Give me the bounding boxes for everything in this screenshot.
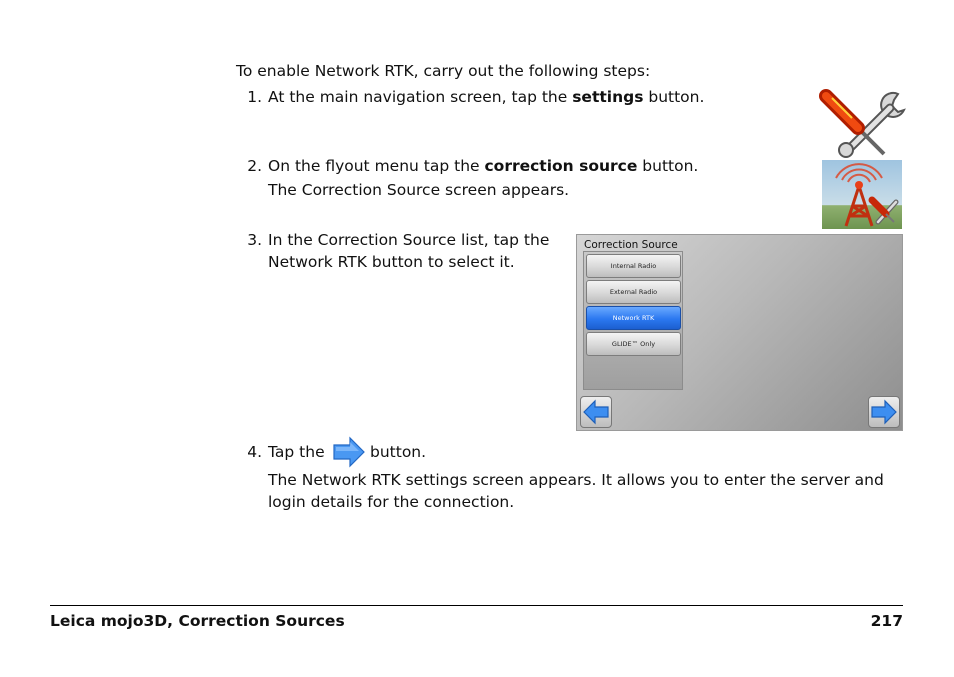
arrow-right-icon [332,436,366,468]
step-2-post: button. [637,157,699,175]
step-1-number: 1. [247,88,262,106]
page-number: 217 [870,612,903,630]
step-4-result-line-1: The Network RTK settings screen appears. It allows you to enter the server and [268,471,884,489]
step-2-bold: correction source [484,157,638,175]
correction-source-title: Correction Source [584,239,678,251]
settings-icon [818,88,908,158]
step-2-number: 2. [247,157,262,175]
step-2-text [268,156,698,176]
step-3-line-2: Network RTK button to select it. [268,253,515,271]
step-4-pre: Tap the [268,443,325,461]
external-radio-button[interactable]: External Radio [586,280,681,304]
intro-text: To enable Network RTK, carry out the following steps: [236,62,651,80]
step-1-text [268,87,704,107]
correction-source-screen [576,234,903,431]
step-4-post: button. [370,443,427,461]
step-1-bold: settings [572,88,644,106]
step-3-number: 3. [247,231,262,249]
footer-divider [50,605,903,606]
step-2-result: The Correction Source screen appears. [268,181,570,199]
step-1-post: button. [643,88,705,106]
step-2-pre: On the flyout menu tap the [268,157,485,175]
tower-beacon [855,181,863,189]
internal-radio-button[interactable]: Internal Radio [586,254,681,278]
step-4-result-line-2: login details for the connection. [268,493,515,511]
arrow-right-icon [869,397,899,427]
back-button[interactable] [580,396,612,428]
network-rtk-button[interactable]: Network RTK [586,306,681,330]
correction-source-list [583,251,683,390]
glide-only-button[interactable]: GLIDE™ Only [586,332,681,356]
arrow-left-icon [581,397,611,427]
step-1-pre: At the main navigation screen, tap the [268,88,573,106]
correction-source-icon [822,160,902,229]
step-4-number: 4. [247,443,262,461]
step-3-line-1: In the Correction Source list, tap the [268,231,550,249]
footer-title: Leica mojo3D, Correction Sources [50,612,345,630]
next-button[interactable] [868,396,900,428]
